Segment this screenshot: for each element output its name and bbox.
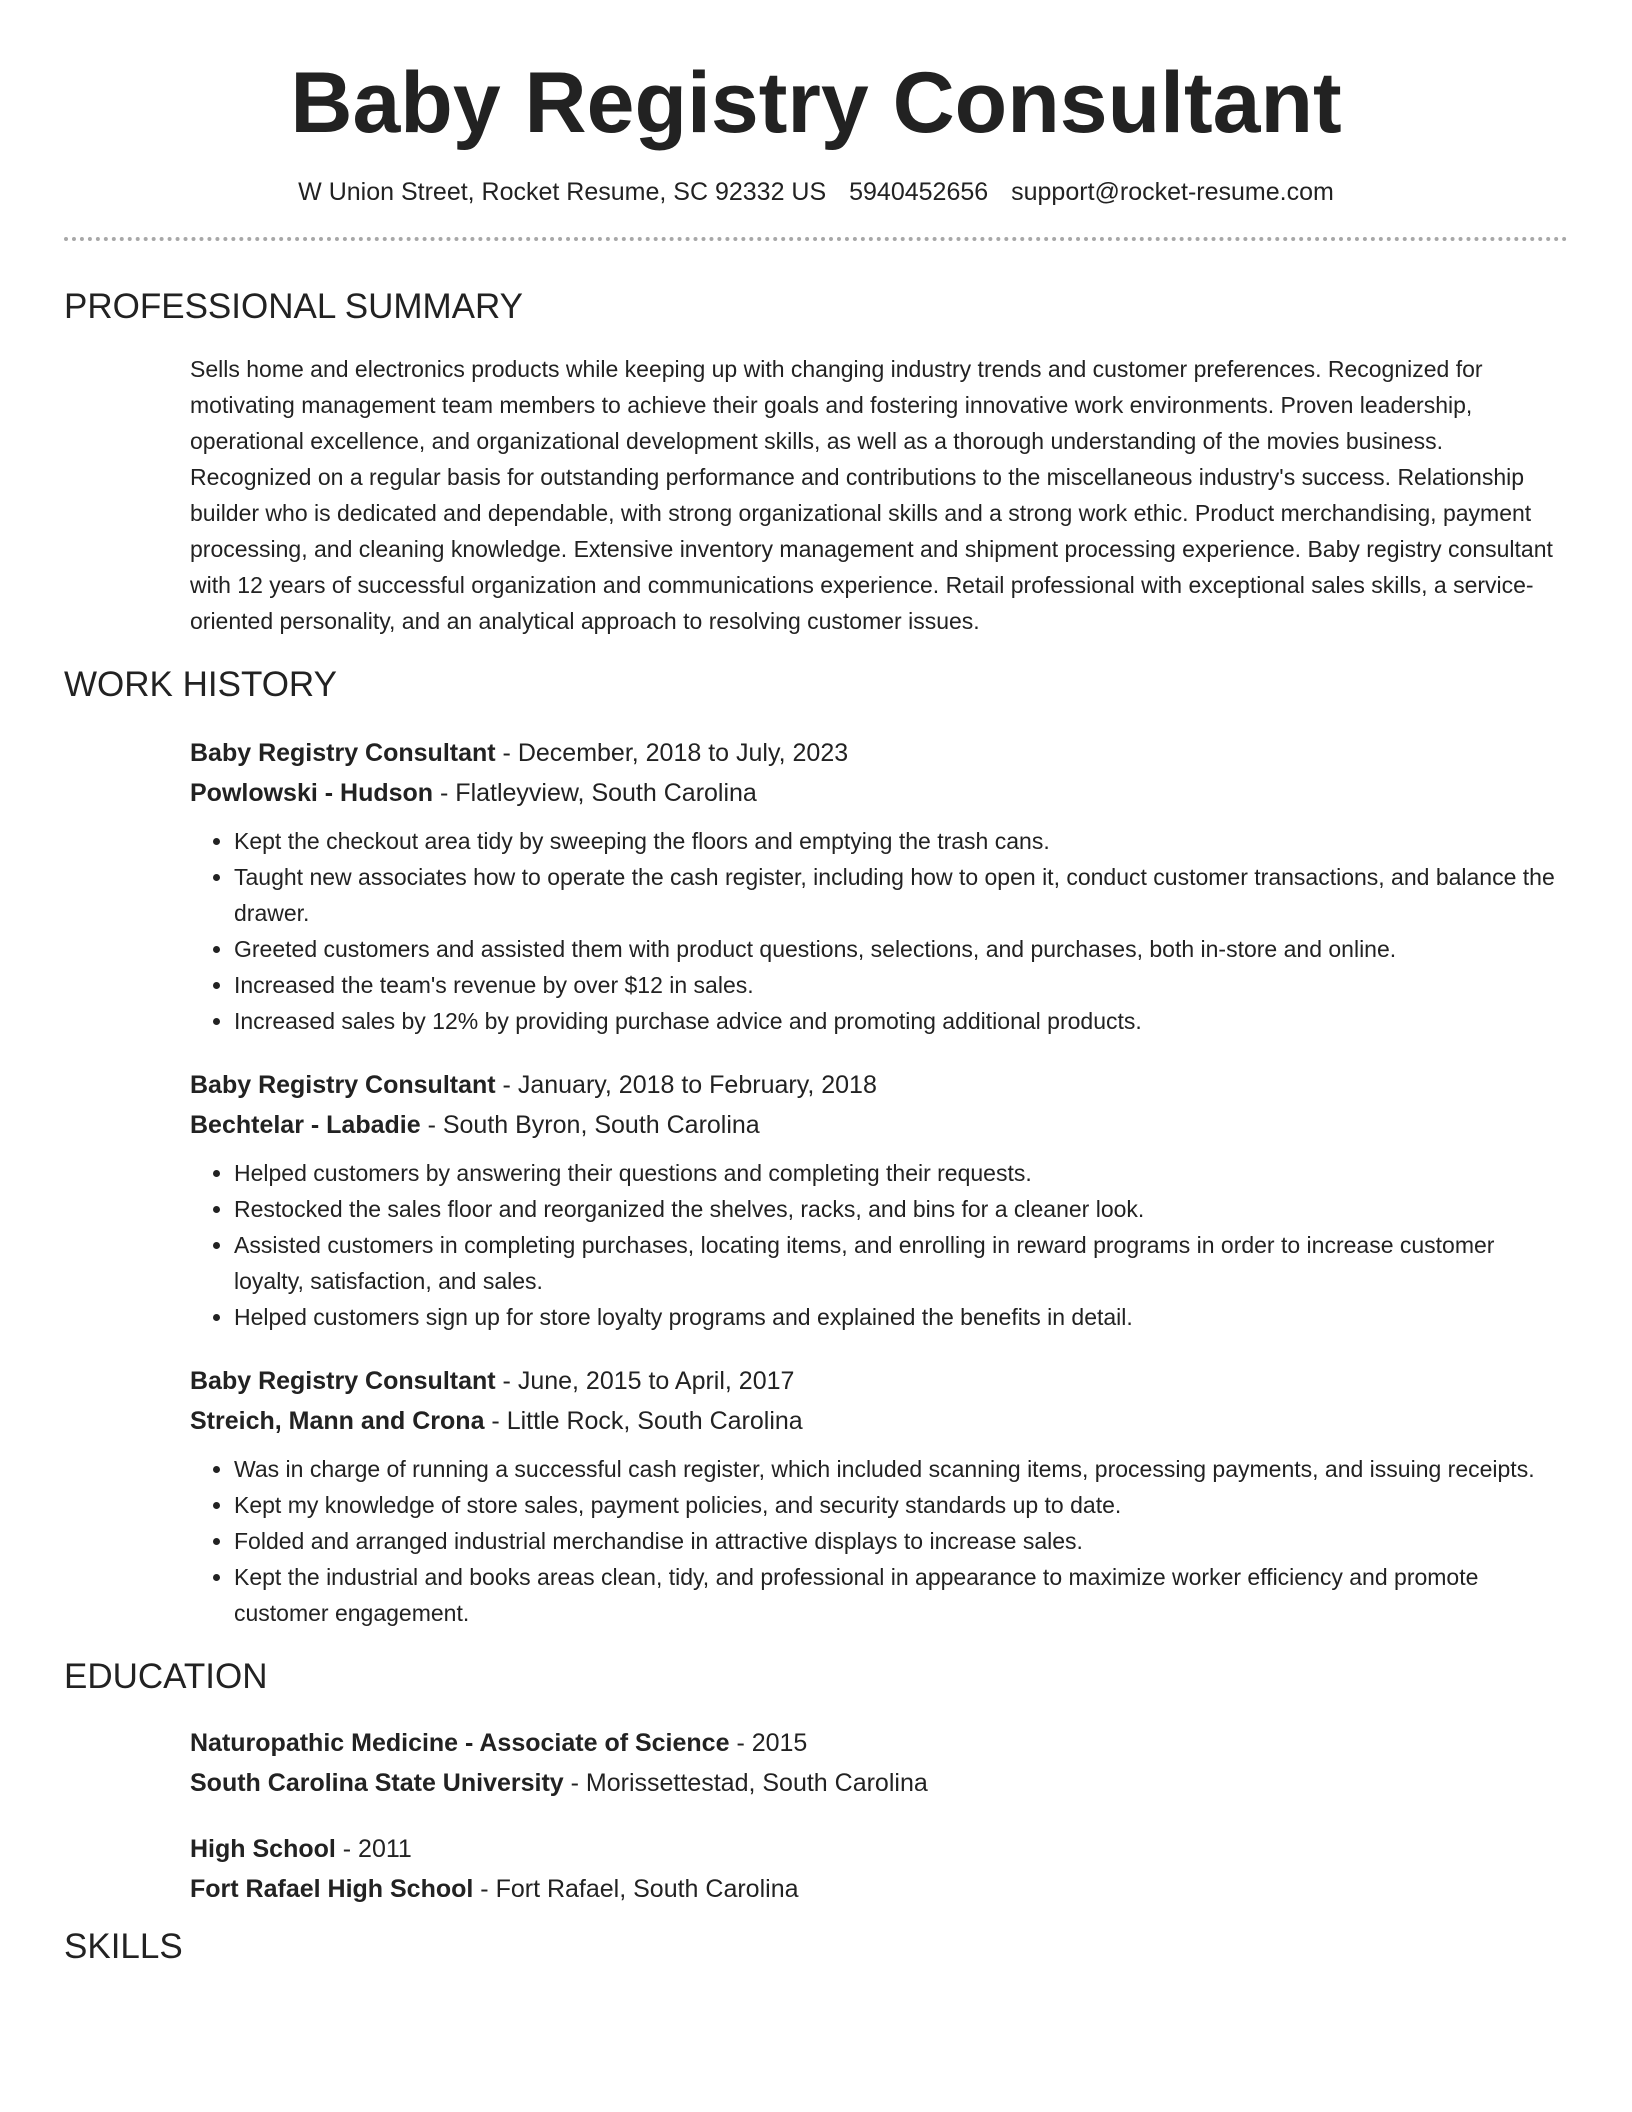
job-bullet: • Taught new associates how to operate the cash register, including how to open it, conduct customer transactions, and balance the drawer. xyxy=(234,859,1568,931)
section-title-education: EDUCATION xyxy=(64,1657,268,1697)
job-bullet: • Restocked the sales floor and reorganized the shelves, racks, and bins for a cleaner look. xyxy=(234,1191,1568,1227)
section-title-work-history: WORK HISTORY xyxy=(64,665,337,705)
job-location: - Flatleyview, South Carolina xyxy=(433,779,757,808)
job-role: Baby Registry Consultant xyxy=(190,739,496,768)
job-company-line xyxy=(190,1105,1568,1145)
job-bullets xyxy=(190,1155,1568,1335)
education-location: - Morissettestad, South Carolina xyxy=(563,1769,928,1798)
job-location: - Little Rock, South Carolina xyxy=(484,1407,803,1436)
contact-phone: 5940452656 xyxy=(849,178,989,207)
header-divider xyxy=(64,237,1568,241)
job-bullet: • Was in charge of running a successful cash register, which included scanning items, processing payments, and issuing receipts. xyxy=(234,1451,1568,1487)
job-dates: - June, 2015 to April, 2017 xyxy=(495,1367,795,1396)
education-year: - 2015 xyxy=(729,1729,808,1758)
education-school: South Carolina State University xyxy=(190,1769,564,1798)
job-bullet: • Increased sales by 12% by providing purchase advice and promoting additional products. xyxy=(234,1003,1568,1039)
job-bullet: • Kept the checkout area tidy by sweeping the floors and emptying the trash cans. xyxy=(234,823,1568,859)
job-location: - South Byron, South Carolina xyxy=(420,1111,760,1140)
job-entry xyxy=(190,733,1568,1039)
education-year: - 2011 xyxy=(335,1835,412,1864)
job-bullet: • Assisted customers in completing purchases, locating items, and enrolling in reward programs in order to increase customer loyalty, satisfaction, and sales. xyxy=(234,1227,1568,1299)
candidate-name: Baby Registry Consultant xyxy=(290,55,1342,151)
job-bullet: • Increased the team's revenue by over $12 in sales. xyxy=(234,967,1568,1003)
contact-address: W Union Street, Rocket Resume, SC 92332 US xyxy=(298,178,827,207)
contact-email: support@rocket-resume.com xyxy=(1011,178,1334,207)
job-company: Powlowski - Hudson xyxy=(190,779,434,808)
job-role-line xyxy=(190,1065,1568,1105)
education-degree-line xyxy=(190,1723,1568,1763)
job-company-line xyxy=(190,1401,1568,1441)
section-title-summary: PROFESSIONAL SUMMARY xyxy=(64,287,523,327)
education-degree: High School xyxy=(190,1835,336,1864)
job-entry xyxy=(190,1361,1568,1631)
job-role: Baby Registry Consultant xyxy=(190,1367,496,1396)
education-school: Fort Rafael High School xyxy=(190,1875,474,1904)
education-degree: Naturopathic Medicine - Associate of Science xyxy=(190,1729,730,1758)
job-bullet: • Folded and arranged industrial merchandise in attractive displays to increase sales. xyxy=(234,1523,1568,1559)
job-role-line xyxy=(190,733,1568,773)
job-bullet: • Greeted customers and assisted them with product questions, selections, and purchases, both in-store and online. xyxy=(234,931,1568,967)
education-degree-line xyxy=(190,1829,1568,1869)
education-entry xyxy=(190,1723,1568,1803)
resume-page xyxy=(64,0,1568,1967)
job-company: Streich, Mann and Crona xyxy=(190,1407,485,1436)
education-location: - Fort Rafael, South Carolina xyxy=(473,1875,799,1904)
education-school-line xyxy=(190,1763,1568,1803)
section-title-skills: SKILLS xyxy=(64,1927,183,1967)
job-bullet: • Helped customers sign up for store loyalty programs and explained the benefits in detail. xyxy=(234,1299,1568,1335)
job-bullet: • Helped customers by answering their questions and completing their requests. xyxy=(234,1155,1568,1191)
job-entry xyxy=(190,1065,1568,1335)
summary-text: Sells home and electronics products while keeping up with changing industry trends and customer preferences. Recognized for motivating management team members to achieve their goals and fostering innovative work environments. Proven leadership, operational excellence, and organizational development skills, as well as a thorough understanding of the movies business. Recognized on a regular basis for outstanding performance and contributions to the miscellaneous industry's success. Relationship builder who is dedicated and dependable, with strong organizational skills and a strong work ethic. Product merchandising, payment processing, and cleaning knowledge. Extensive inventory management and shipment processing experience. Baby registry consultant with 12 years of successful organization and communications experience. Retail professional with exceptional sales skills, a service-oriented personality, and an analytical approach to resolving customer issues. xyxy=(190,356,1553,635)
job-bullets xyxy=(190,1451,1568,1631)
education-school-line xyxy=(190,1869,1568,1909)
job-bullets xyxy=(190,823,1568,1039)
job-role: Baby Registry Consultant xyxy=(190,1071,496,1100)
job-role-line xyxy=(190,1361,1568,1401)
job-dates: - January, 2018 to February, 2018 xyxy=(495,1071,877,1100)
contact-line xyxy=(64,178,1568,207)
job-company-line xyxy=(190,773,1568,813)
job-dates: - December, 2018 to July, 2023 xyxy=(495,739,849,768)
education-entry xyxy=(190,1829,1568,1909)
job-bullet: • Kept the industrial and books areas clean, tidy, and professional in appearance to maximize worker efficiency and promote customer engagement. xyxy=(234,1559,1568,1631)
job-bullet: • Kept my knowledge of store sales, payment policies, and security standards up to date. xyxy=(234,1487,1568,1523)
job-company: Bechtelar - Labadie xyxy=(190,1111,421,1140)
